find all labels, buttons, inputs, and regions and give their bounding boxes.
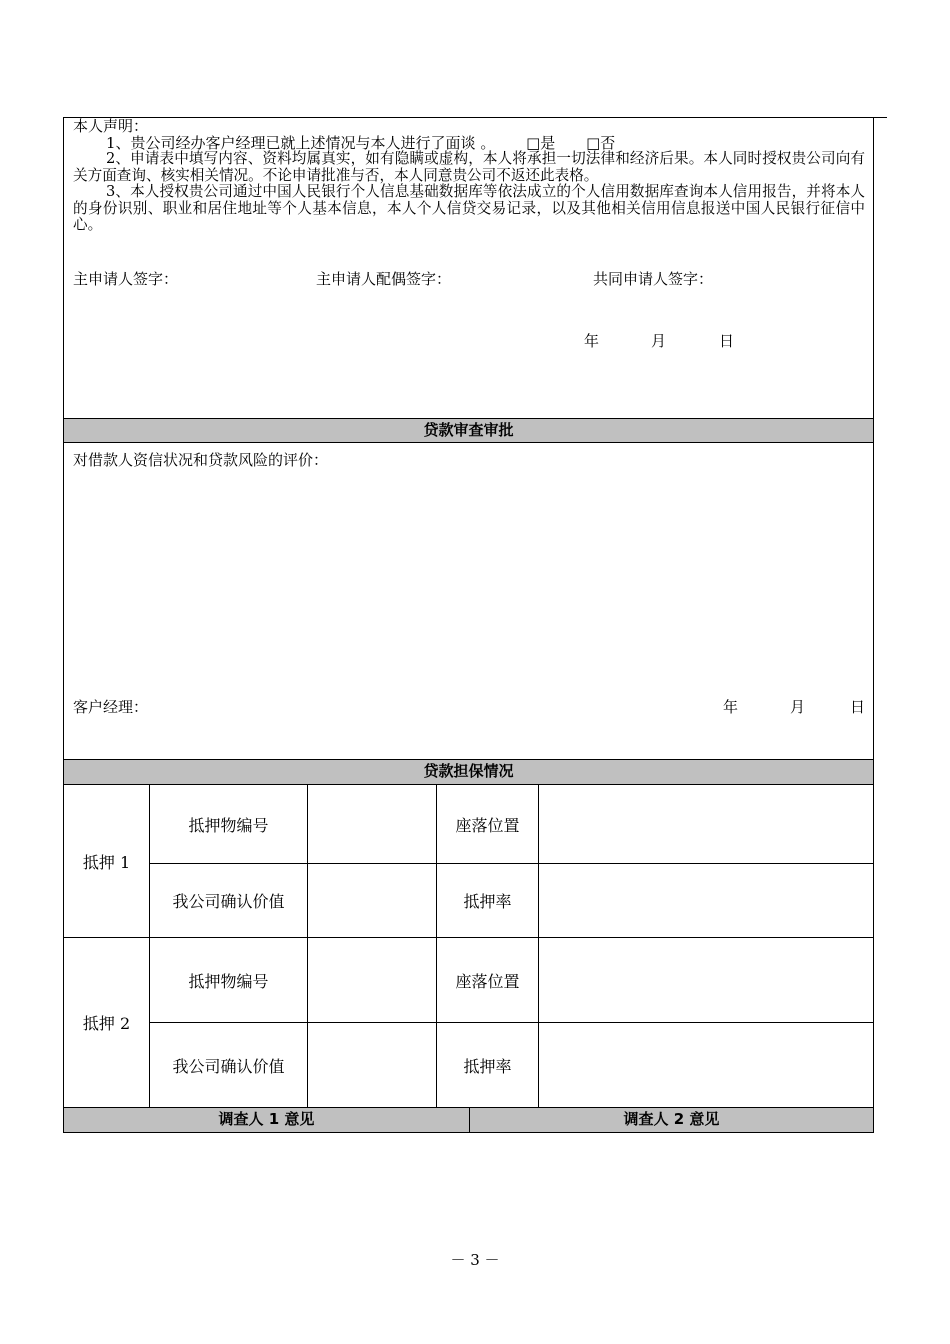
review-date-year: 年 — [723, 698, 739, 716]
interview-yes-checkbox[interactable]: □是 — [526, 134, 556, 152]
mortgage-2-label: 抵押 2 — [82, 1014, 131, 1033]
main-applicant-signature-label[interactable]: 主申请人签字： — [73, 270, 179, 288]
table-right-border — [873, 117, 874, 1133]
mortgage-2-id-label: 抵押物编号 — [188, 971, 269, 991]
mortgage-2-rate-label: 抵押率 — [463, 1056, 512, 1076]
declaration-item-3: 3、本人授权贵公司通过中国人民银行个人信息基础数据库等依法成立的个人信用数据库查询本人信用报告，并将本人的身份识别、职业和居住地址等个人基本信息，本人个人信贷交易记录，以及其他相关信用信息报送中国人民银行征信中心。 — [73, 183, 865, 233]
declaration-date-month: 月 — [651, 332, 667, 350]
declaration-date-day: 日 — [719, 332, 735, 350]
loan-guarantee-header: 贷款担保情况 — [63, 759, 874, 785]
interview-no-checkbox[interactable]: □否 — [586, 134, 616, 152]
account-manager-label[interactable]: 客户经理： — [73, 698, 149, 716]
declaration-item-2: 2、申请表中填写内容、资料均属真实，如有隐瞒或虚构，本人将承担一切法律和经济后果。本人同时授权贵公司向有关方面查询、核实相关情况。不论申请批准与否，本人同意贵公司不返还此表格。 — [73, 150, 865, 184]
mortgage-1-label: 抵押 1 — [82, 853, 131, 872]
review-date-month: 月 — [790, 698, 806, 716]
mortgage-2-id-field[interactable] — [308, 938, 436, 1022]
mortgage-1-rate-field[interactable] — [539, 864, 873, 937]
mortgage-2-value-label: 我公司确认价值 — [172, 1056, 285, 1076]
mortgage-1-location-label: 座落位置 — [455, 816, 520, 835]
mortgage-2-rate-field[interactable] — [539, 1023, 873, 1107]
mortgage-1-location-field[interactable] — [539, 786, 873, 863]
co-applicant-signature-label[interactable]: 共同申请人签字： — [593, 270, 714, 288]
mortgage-1-id-field[interactable] — [308, 786, 436, 863]
spouse-signature-label[interactable]: 主申请人配偶签字： — [316, 270, 452, 288]
mortgage-2-value-field[interactable] — [308, 1023, 436, 1107]
declaration-item-1-text: 1、贵公司经办客户经理已就上述情况与本人进行了面谈 。 — [106, 134, 496, 152]
investigator-1-opinion-header: 调查人 1 意见 — [63, 1107, 470, 1133]
review-date-day: 日 — [850, 698, 866, 716]
investigator-2-opinion-header: 调查人 2 意见 — [469, 1107, 874, 1133]
mortgage-1-value-label: 我公司确认价值 — [172, 892, 285, 911]
declaration-title: 本人声明： — [73, 117, 149, 135]
mortgage-1-value-field[interactable] — [308, 864, 436, 937]
page-number: － 3 － — [450, 1251, 500, 1269]
loan-review-header: 贷款审查审批 — [63, 418, 874, 443]
evaluation-label: 对借款人资信状况和贷款风险的评价： — [73, 451, 329, 469]
mortgage-2-location-label: 座落位置 — [455, 971, 520, 991]
mortgage-1-id-label: 抵押物编号 — [188, 816, 269, 835]
mortgage-2-location-field[interactable] — [539, 938, 873, 1022]
top-border — [63, 117, 887, 118]
declaration-date-year: 年 — [584, 332, 600, 350]
evaluation-text-area[interactable] — [70, 470, 868, 680]
mortgage-1-rate-label: 抵押率 — [463, 892, 512, 911]
